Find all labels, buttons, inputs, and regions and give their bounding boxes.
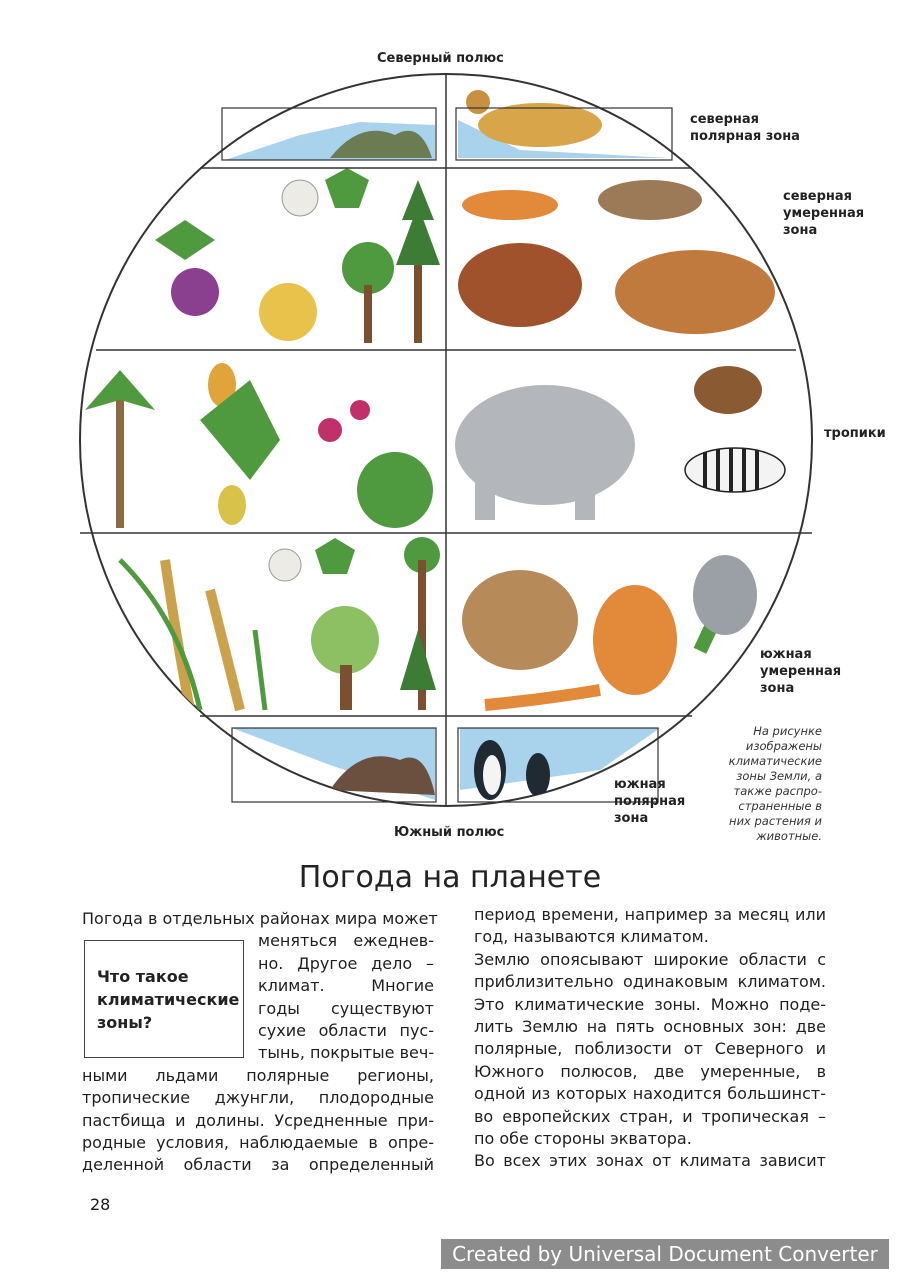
text-line: Это климатические зоны. Можно поде- [474, 994, 826, 1014]
figure-caption: На рисунке изображены климатические зоны Земли, а также распро- страненные в них растения и животные. [728, 724, 822, 843]
oak-icon [311, 606, 379, 674]
text-line: Погода в отдельных районах мира может [82, 909, 438, 928]
north-temperate-zone-label: северная умеренная зона [783, 189, 865, 238]
armadillo-icon [462, 570, 578, 670]
text-line: период времени, например за месяц или [474, 905, 826, 924]
monstera-icon [357, 452, 433, 528]
south-temperate-zone-label: южная умеренная зона [760, 647, 842, 696]
zebra-icon [685, 448, 785, 492]
fox-icon [462, 190, 558, 220]
text-line: приблизительно одинаковым климатом. [474, 972, 826, 992]
page-number: 28 [90, 1195, 111, 1214]
south-pole-label: Южный полюс [394, 825, 505, 840]
question-box [84, 940, 244, 1058]
text-line: сухие области пус- [258, 1021, 434, 1041]
text-line: тынь, покрытые веч- [258, 1043, 435, 1063]
apple-icon [259, 283, 317, 341]
text-line: годы существуют [258, 998, 434, 1018]
cotton-icon [282, 180, 318, 216]
koala-icon [693, 555, 757, 635]
watermark-banner: Created by Universal Document Converter [441, 1239, 889, 1269]
text-line: тропические джунгли, плодородные [82, 1088, 434, 1108]
seal-icon [478, 103, 602, 147]
article-title: Погода на планете [298, 860, 602, 895]
bison-icon [458, 243, 582, 327]
text-line: ными льдами полярные регионы, [82, 1065, 434, 1085]
tropics-label: тропики [824, 426, 886, 441]
text-line: по обе стороны экватора. [474, 1129, 692, 1149]
text-line: лить Землю на пять основных зон: две [474, 1017, 826, 1037]
goat-icon [598, 180, 702, 220]
text-line: меняться ежеднев- [258, 931, 434, 951]
text-line: одной из которых находится большинст- [474, 1084, 826, 1104]
text-line: во европейских стран, и тропическая – [474, 1106, 826, 1126]
text-line: год, называются климатом. [474, 927, 709, 947]
bear-icon [615, 250, 775, 334]
text-line: но. Другое дело – [258, 953, 434, 973]
grapes-icon [171, 268, 219, 316]
south-polar-zone-label: южная полярная зона [614, 777, 686, 826]
text-line: пастбища и долины. Усредненные при- [82, 1110, 434, 1130]
text-column-right [474, 904, 826, 1173]
orchid-icon [318, 418, 342, 442]
kangaroo-icon [593, 585, 677, 695]
text-line: полярные, поблизости от Северного и [474, 1039, 826, 1059]
north-pole-label: Северный полюс [377, 51, 504, 66]
monkey-icon [694, 366, 762, 414]
text-line: деленной области за определенный [82, 1155, 434, 1175]
text-line: климат. Многие [258, 976, 434, 996]
text-line: Землю опоясывают широкие области с [474, 949, 826, 969]
text-line: родные условия, наблюдаемые в опре- [82, 1133, 434, 1153]
text-line: Южного полюсов, две умеренные, в [474, 1061, 826, 1081]
north-polar-zone-label: северная полярная зона [690, 112, 800, 144]
question-text: Что такое климатические зоны? [97, 967, 240, 1032]
text-line: Во всех этих зонах от климата зависит [474, 1151, 826, 1171]
